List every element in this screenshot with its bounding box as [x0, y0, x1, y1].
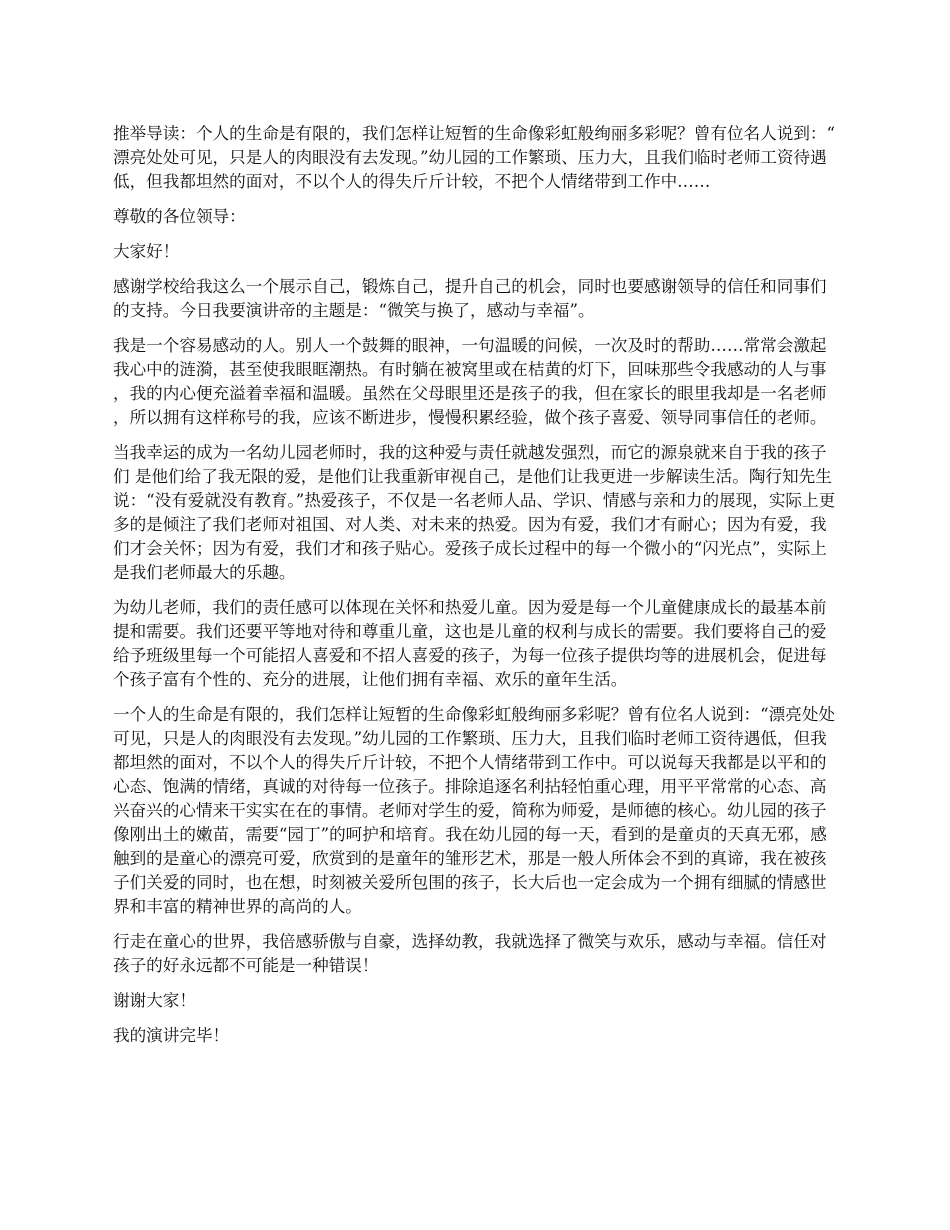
- salutation-leaders: 尊敬的各位领导：: [113, 207, 246, 226]
- closing-thanks: 谢谢大家！: [113, 991, 196, 1010]
- speech-paragraph-responsibility: 为幼儿老师，我们的责任感可以体现在关怀和热爱儿童。因为爱是每一个儿童健康成长的最基本前提和需要。我们还要平等地对待和尊重儿童，这也是儿童的权利与成长的需要。我们要将自己的爱给予班级里每一个可能招人喜爱和不招人喜爱的孩子，为每一位孩子提供均等的进展机会，促进每个孩子富有个性的、充分的进展，让他们拥有幸福、欢乐的童年生活。: [113, 598, 827, 689]
- closing-end: 我的演讲完毕！: [113, 1026, 230, 1045]
- speech-paragraph-thanks: 感谢学校给我这么一个展示自己，锻炼自己，提升自己的机会，同时也要感谢领导的信任和同事们的支持。今日我要演讲帝的主题是：“微笑与换了，感动与幸福”。: [113, 277, 827, 320]
- greeting: 大家好！: [113, 242, 180, 261]
- speech-paragraph-love: 当我幸运的成为一名幼儿园老师时，我的这种爱与责任就越发强烈，而它的源泉就来自于我的孩子们 是他们给了我无限的爱，是他们让我重新审视自己，是他们让我更进一步解读生活。陶行知先生说：“没有爱就没有教育。”热爱孩子，不仅是一名老师人品、学识、情感与亲和力的展现，实际上更多的是倾注了我们老师对祖国、对人类、对未来的热爱。因为有爱，我们才有耐心；因为有爱，我们才会关怀；因为有爱，我们才和孩子贴心。爱孩子成长过程中的每一个微小的“闪光点”，实际上是我们老师最大的乐趣。: [113, 443, 836, 582]
- document-body: [113, 122, 840, 1059]
- intro-paragraph: 推举导读：个人的生命是有限的，我们怎样让短暂的生命像彩虹般绚丽多彩呢？曾有位名人说到：“漂亮处处可见，只是人的肉眼没有去发现。”幼儿园的工作繁琐、压力大，且我们临时老师工资待遇低，但我都坦然的面对，不以个人的得失斤斤计较，不把个人情绪带到工作中……: [113, 124, 836, 191]
- speech-paragraph-conclusion: 行走在童心的世界，我倍感骄傲与自豪，选择幼教，我就选择了微笑与欢乐，感动与幸福。信任对孩子的好永远都不可能是一种错误！: [113, 932, 827, 975]
- speech-paragraph-life: 一个人的生命是有限的，我们怎样让短暂的生命像彩虹般绚丽多彩呢？曾有位名人说到：“漂亮处处可见，只是人的肉眼没有去发现。”幼儿园的工作繁琐、压力大，且我们临时老师工资待遇低，但我都坦然的面对，不以个人的得失斤斤计较，不把个人情绪带到工作中。可以说每天我都是以平和的心态、饱满的情绪，真诚的对待每一位孩子。排除追逐名利拈轻怕重心理，用平平常常的心态、高兴奋兴的心情来干实实在在的事情。老师对学生的爱，简称为师爱，是师德的核心。幼儿园的孩子像刚出土的嫩苗，需要“园丁”的呵护和培育。我在幼儿园的每一天，看到的是童贞的天真无邪，感触到的是童心的漂亮可爱，欣赏到的是童年的雏形艺术，那是一般人所体会不到的真谛，我在被孩子们关爱的同时，也在想，时刻被关爱所包围的孩子，长大后也一定会成为一个拥有细腻的情感世界和丰富的精神世界的高尚的人。: [113, 705, 836, 916]
- speech-paragraph-moved: 我是一个容易感动的人。别人一个鼓舞的眼神，一句温暖的问候，一次及时的帮助……常常会激起我心中的涟漪，甚至使我眼眶潮热。有时躺在被窝里或在桔黄的灯下，回味那些令我感动的人与事，我的内心便充溢着幸福和温暖。虽然在父母眼里还是孩子的我，但在家长的眼里我却是一名老师，所以拥有这样称号的我，应该不断进步，慢慢积累经验，做个孩子喜爱、领导同事信任的老师。: [113, 336, 827, 427]
